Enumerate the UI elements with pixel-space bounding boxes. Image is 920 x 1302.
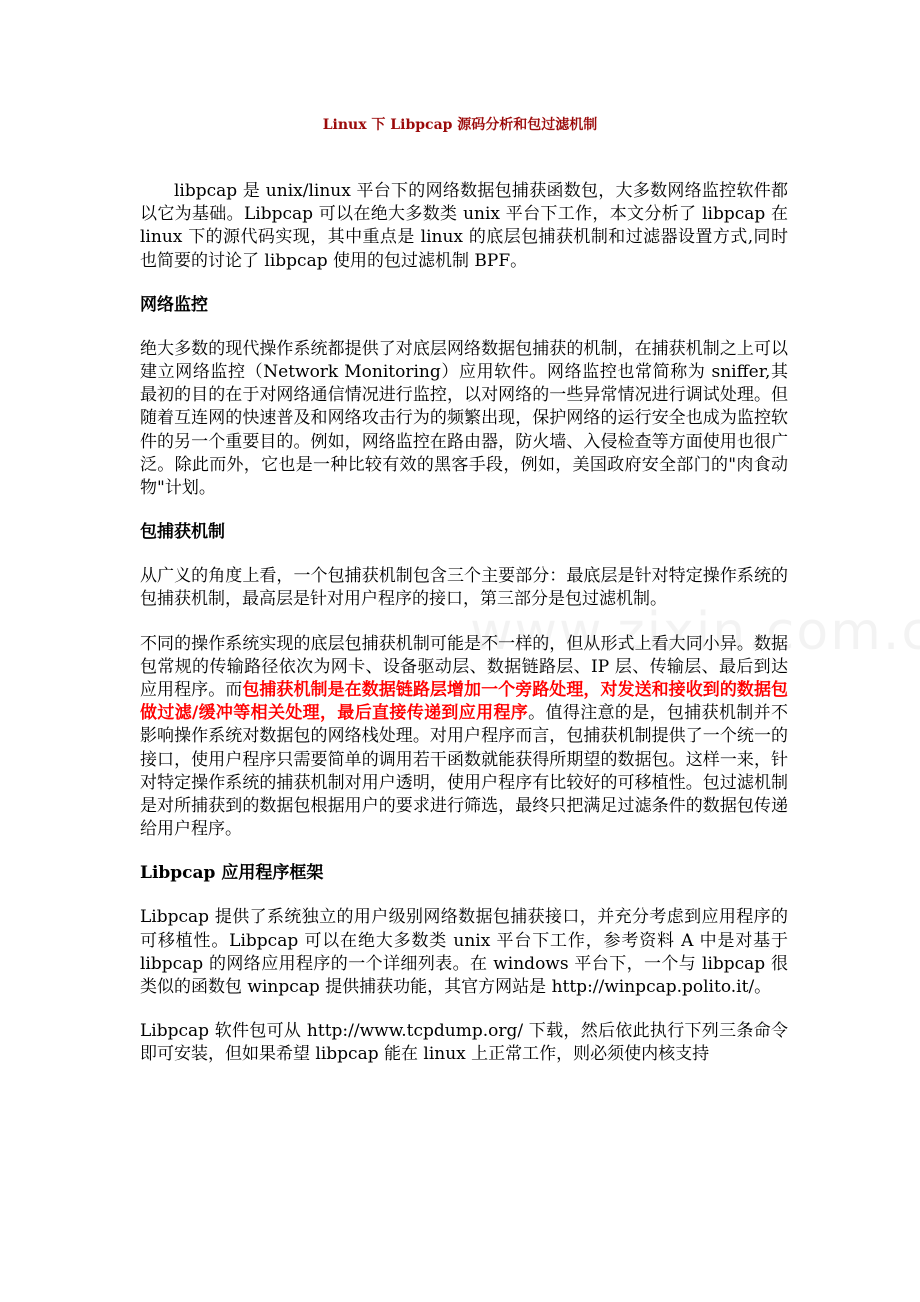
document-title: Linux 下 Libpcap 源码分析和包过滤机制 — [322, 117, 598, 133]
paragraph-text: 不同的操作系统实现的底层包捕获机制可能是不一样的，但从形式上看大同小异。数据包常规的传输路径依次为网卡、设备驱动层、数据链路层、IP 层、传输层、最后到达应用程序。而 — [140, 633, 788, 701]
highlighted-text: 包捕获机制是在数据链路层增加一个旁路处理，对发送和接收到的数据包做过滤/缓冲等相关处理，最后直接传递到应用程序 — [140, 680, 789, 724]
section-heading-packet-capture: 包捕获机制 — [140, 522, 225, 543]
section-heading-network-monitoring: 网络监控 — [140, 294, 208, 315]
network-monitoring-paragraph: 绝大多数的现代操作系统都提供了对底层网络数据包捕获的机制，在捕获机制之上可以建立网络监控（Network Monitoring）应用软件。网络监控也常简称为 sniffer,其最初的目的在于对网络通信情况进行监控，以对网络的一些异常情况进行调试处理。但随着互连网的快速普及和网络攻击行为的频繁出现，保护网络的运行安全也成为监控软件的另一个重要目的。例如，网络监控在路由器，防火墙、入侵检查等方面使用也很广泛。除此而外，它也是一种比较有效的黑客手段，例如，美国政府安全部门的"肉食动物"计划。 — [140, 338, 788, 499]
paragraph-text: 。值得注意的是，包捕获机制并不影响操作系统对数据包的网络栈处理。对用户程序而言，包捕获机制提供了一个统一的接口，使用户程序只需要简单的调用若干函数就能获得所期望的数据包。这样一来，针对特定操作系统的捕获机制对用户透明，使用户程序有比较好的可移植性。包过滤机制是对所捕获到的数据包根据用户的要求进行筛选，最终只把满足过滤条件的数据包传递给用户程序。 — [140, 703, 788, 840]
intro-paragraph: libpcap 是 unix/linux 平台下的网络数据包捕获函数包，大多数网络监控软件都以它为基础。Libpcap 可以在绝大多数类 unix 平台下工作，本文分析了 libpcap 在 linux 下的源代码实现，其中重点是 linux 的底层包捕获机制和过滤器设置方式,同时也简要的讨论了 libpcap 使用的包过滤机制 BPF。 — [140, 181, 788, 271]
document-body — [140, 180, 788, 1067]
libpcap-framework-paragraph-2: Libpcap 软件包可从 http://www.tcpdump.org/ 下载，然后依此执行下列三条命令即可安装，但如果希望 libpcap 能在 linux 上正常工作，则必须使内核支持 — [140, 1021, 788, 1065]
libpcap-framework-paragraph-1: Libpcap 提供了系统独立的用户级别网络数据包捕获接口，并充分考虑到应用程序的可移植性。Libpcap 可以在绝大多数类 unix 平台下工作，参考资料 A 中是对基于 libpcap 的网络应用程序的一个详细列表。在 windows 平台下，一个与 libpcap 很类似的函数包 winpcap 提供捕获功能，其官方网站是 http://winpcap.polito.it/。 — [140, 907, 788, 998]
section-heading-libpcap-framework: Libpcap 应用程序框架 — [140, 863, 324, 884]
packet-capture-paragraph-1: 从广义的角度上看，一个包捕获机制包含三个主要部分：最底层是针对特定操作系统的包捕获机制，最高层是针对用户程序的接口，第三部分是包过滤机制。 — [140, 566, 788, 610]
packet-capture-paragraph-2 — [140, 633, 788, 842]
